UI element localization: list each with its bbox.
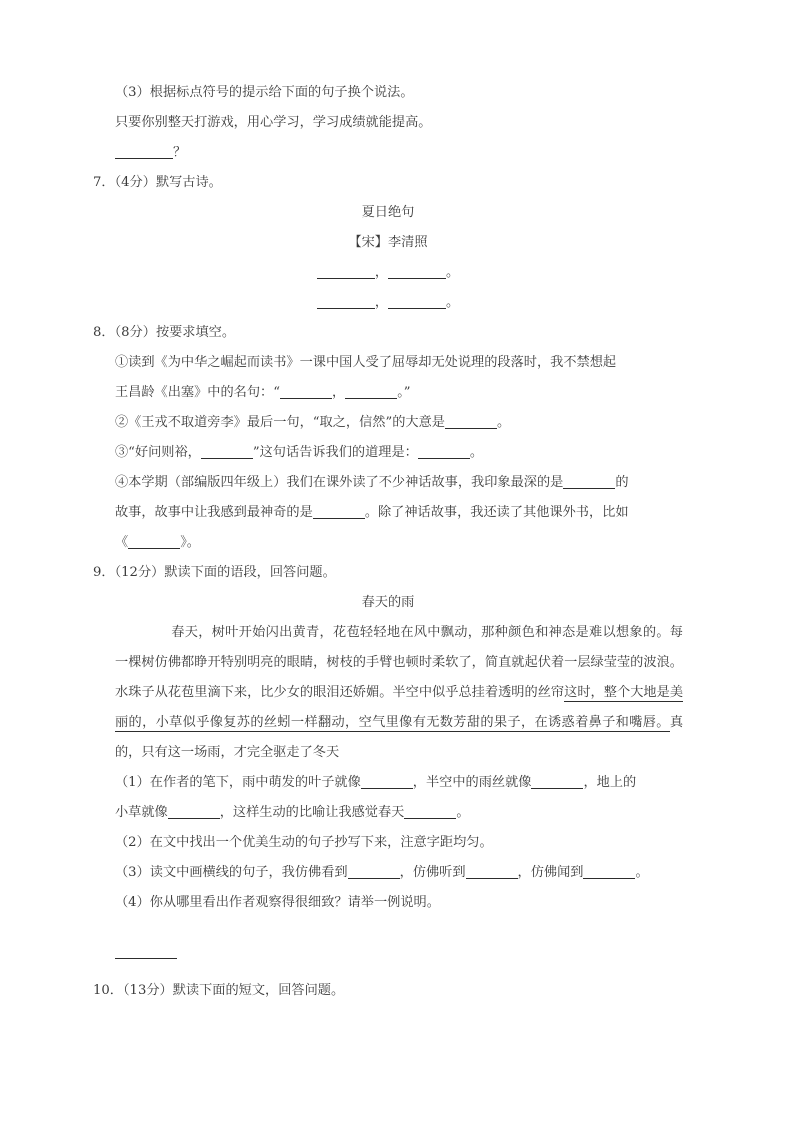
q9-sub1-pre: （1）在作者的笔下，雨中萌发的叶子就像 [115,775,361,790]
q8-item1-mid: ， [332,385,346,400]
q8-item4-blank-1[interactable] [563,474,615,489]
q8-item3 [115,438,683,468]
q8-item1-blank-1[interactable] [280,384,332,399]
q7-poem-author: 【宋】李清照 [348,235,428,250]
q8-item1-pre: 王昌龄《出塞》中的名句：“ [115,385,280,400]
q9-sub1-post: ，地上的 [583,775,637,790]
q8-item2 [115,408,683,438]
q10-score: （13分） [122,983,173,998]
q8-item1-line1: ①读到《为中华之崛起而读书》一课中国人受了屈辱却无处说理的段落时，我不禁想起 [115,355,617,370]
poem-blank-1a[interactable] [317,264,375,279]
q8-item3-blank-2[interactable] [418,444,470,459]
q9-sub3-mid1: ，仿佛听到 [399,865,466,880]
poem-blank-1b[interactable] [388,264,446,279]
q8-item4-blank-2[interactable] [313,504,365,519]
q9-sub2: （2）在文中找出一个优美生动的句子抄写下来，注意字距均匀。 [115,835,493,850]
q7-poem-line-2 [93,288,683,318]
answer-blank[interactable] [115,144,173,159]
q9-number: 9． [93,565,115,580]
q9-prompt: 默读下面的语段，回答问题。 [164,565,336,580]
q9-sub4: （4）你从哪里看出作者观察得很细致？请举一例说明。 [115,895,440,910]
q9-sub1-blank-4[interactable] [404,804,456,819]
q8-item2-pre: ②《王戎不取道旁李》最后一句，“取之，信然”的大意是 [115,415,445,430]
q8-heading [93,318,683,348]
q8-item4-pre: ④本学期（部编版四年级上）我们在课外读了不少神话故事，我印象最深的是 [115,475,564,490]
q9-sub1-line2 [115,798,683,828]
q9-passage-body [115,618,683,768]
q9-sub3-blank-1[interactable] [348,864,400,879]
q7-score: （4分） [114,175,156,190]
q9-sub4-answer-line [115,938,683,968]
q8-item3-post: 。 [469,445,484,460]
pre-q10-spacer [93,968,683,976]
q9-sub1-blank-1[interactable] [361,774,413,789]
q9-sub3-post: 。 [635,865,649,880]
q8-item1-line2 [115,378,683,408]
q9-sub1-line1 [115,768,683,798]
q8-item4-line2 [115,498,683,528]
q7-number: 7． [93,175,115,190]
q8-item1-blank-2[interactable] [345,384,397,399]
q9-passage-title: 春天的雨 [361,595,415,610]
poem-line2-period: 。 [446,295,460,310]
q6-part3-prompt: （3）根据标点符号的提示给下面的句子换个说法。 [115,85,414,100]
q8-item4-c-pre: 《 [115,535,129,550]
q8-item2-blank[interactable] [445,414,497,429]
q8-item3-blank-1[interactable] [201,444,253,459]
q8-item4-c-post: 》。 [180,535,200,550]
poem-line1-period: 。 [446,265,460,280]
passage-part-2: 真的，只有这一场雨，才完全驱走了冬天 [115,715,683,760]
q9-sub1b-mid: ，这样生动的比喻让我感觉春天 [219,805,405,820]
q6-part3-sentence: 只要你别整天打游戏，用心学习，学习成绩就能提高。 [115,115,432,130]
q9-sub3-blank-2[interactable] [466,864,518,879]
q9-sub1b-pre: 小草就像 [115,805,168,820]
q9-sub3-mid2: ，仿佛闻到 [517,865,584,880]
q9-sub1-blank-3[interactable] [168,804,220,819]
q8-item4-a-post: 的 [615,475,629,490]
q10-heading [93,976,683,1006]
q8-item1-post: 。” [397,385,411,400]
q9-sub1-blank-2[interactable] [531,774,583,789]
q8-prompt: 按要求填空。 [155,325,236,340]
q8-number: 8． [93,325,115,340]
q8-item4-b-post: 。除了神话故事，我还读了其他课外书，比如 [364,505,629,520]
q8-item4-line3 [115,528,683,558]
q8-item3-mid: ”这句话告诉我们的道理是： [252,445,418,460]
poem-blank-2b[interactable] [388,294,446,309]
answer-space [93,918,683,938]
q8-item4-blank-3[interactable] [128,534,180,549]
q7-poem-title: 夏日绝句 [361,205,415,220]
q6-part3-punct: ？ [173,145,187,160]
q6-part3-answer-line [115,138,683,168]
q9-sub3-blank-3[interactable] [583,864,635,879]
q10-prompt: 默读下面的短文，回答问题。 [172,983,345,998]
q9-sub3-pre: （3）读文中画横线的句子，我仿佛看到 [115,865,348,880]
q8-item4-b-pre: 故事，故事中让我感到最神奇的是 [115,505,313,520]
poem-line1-comma: ， [374,265,388,280]
q9-sub1-mid: ，半空中的雨丝就像 [412,775,532,790]
q9-heading [93,558,683,588]
poem-line2-comma: ， [374,295,388,310]
q7-heading [93,168,683,198]
q8-item3-pre: ③“好问则裕， [115,445,201,460]
q8-score: （8分） [114,325,156,340]
q9-sub3 [115,858,683,888]
passage-part-1: 春天，树叶开始闪出黄青，花苞轻轻地在风中飘动，那种颜色和神态是难以想象的。每一棵树仿佛都睁开特别明亮的眼睛，树枝的手臂也顿时柔软了，简直就起伏着一层绿莹莹的波浪。水珠子从花苞里滴下来，比少女的眼泪还娇媚。半空中似乎总挂着透明的丝帘 [115,625,683,700]
poem-blank-2a[interactable] [317,294,375,309]
q9-score: （12分） [114,565,165,580]
page-content [93,78,683,1006]
q8-item2-post: 。 [496,415,511,430]
passage-underlined-sentence: 这时，整个大地是美丽的，小草似乎像复苏的丝蚓一样翻动，空气里像有无数芳甜的果子，在诱惑着鼻子和嘴唇。 [115,685,684,730]
q8-item4-line1 [115,468,683,498]
q10-number: 10． [93,983,123,998]
q9-sub4-answer-blank[interactable] [115,945,177,959]
q7-poem-line-1 [93,258,683,288]
q9-sub1b-post: 。 [456,805,470,820]
q7-prompt: 默写古诗。 [155,175,222,190]
